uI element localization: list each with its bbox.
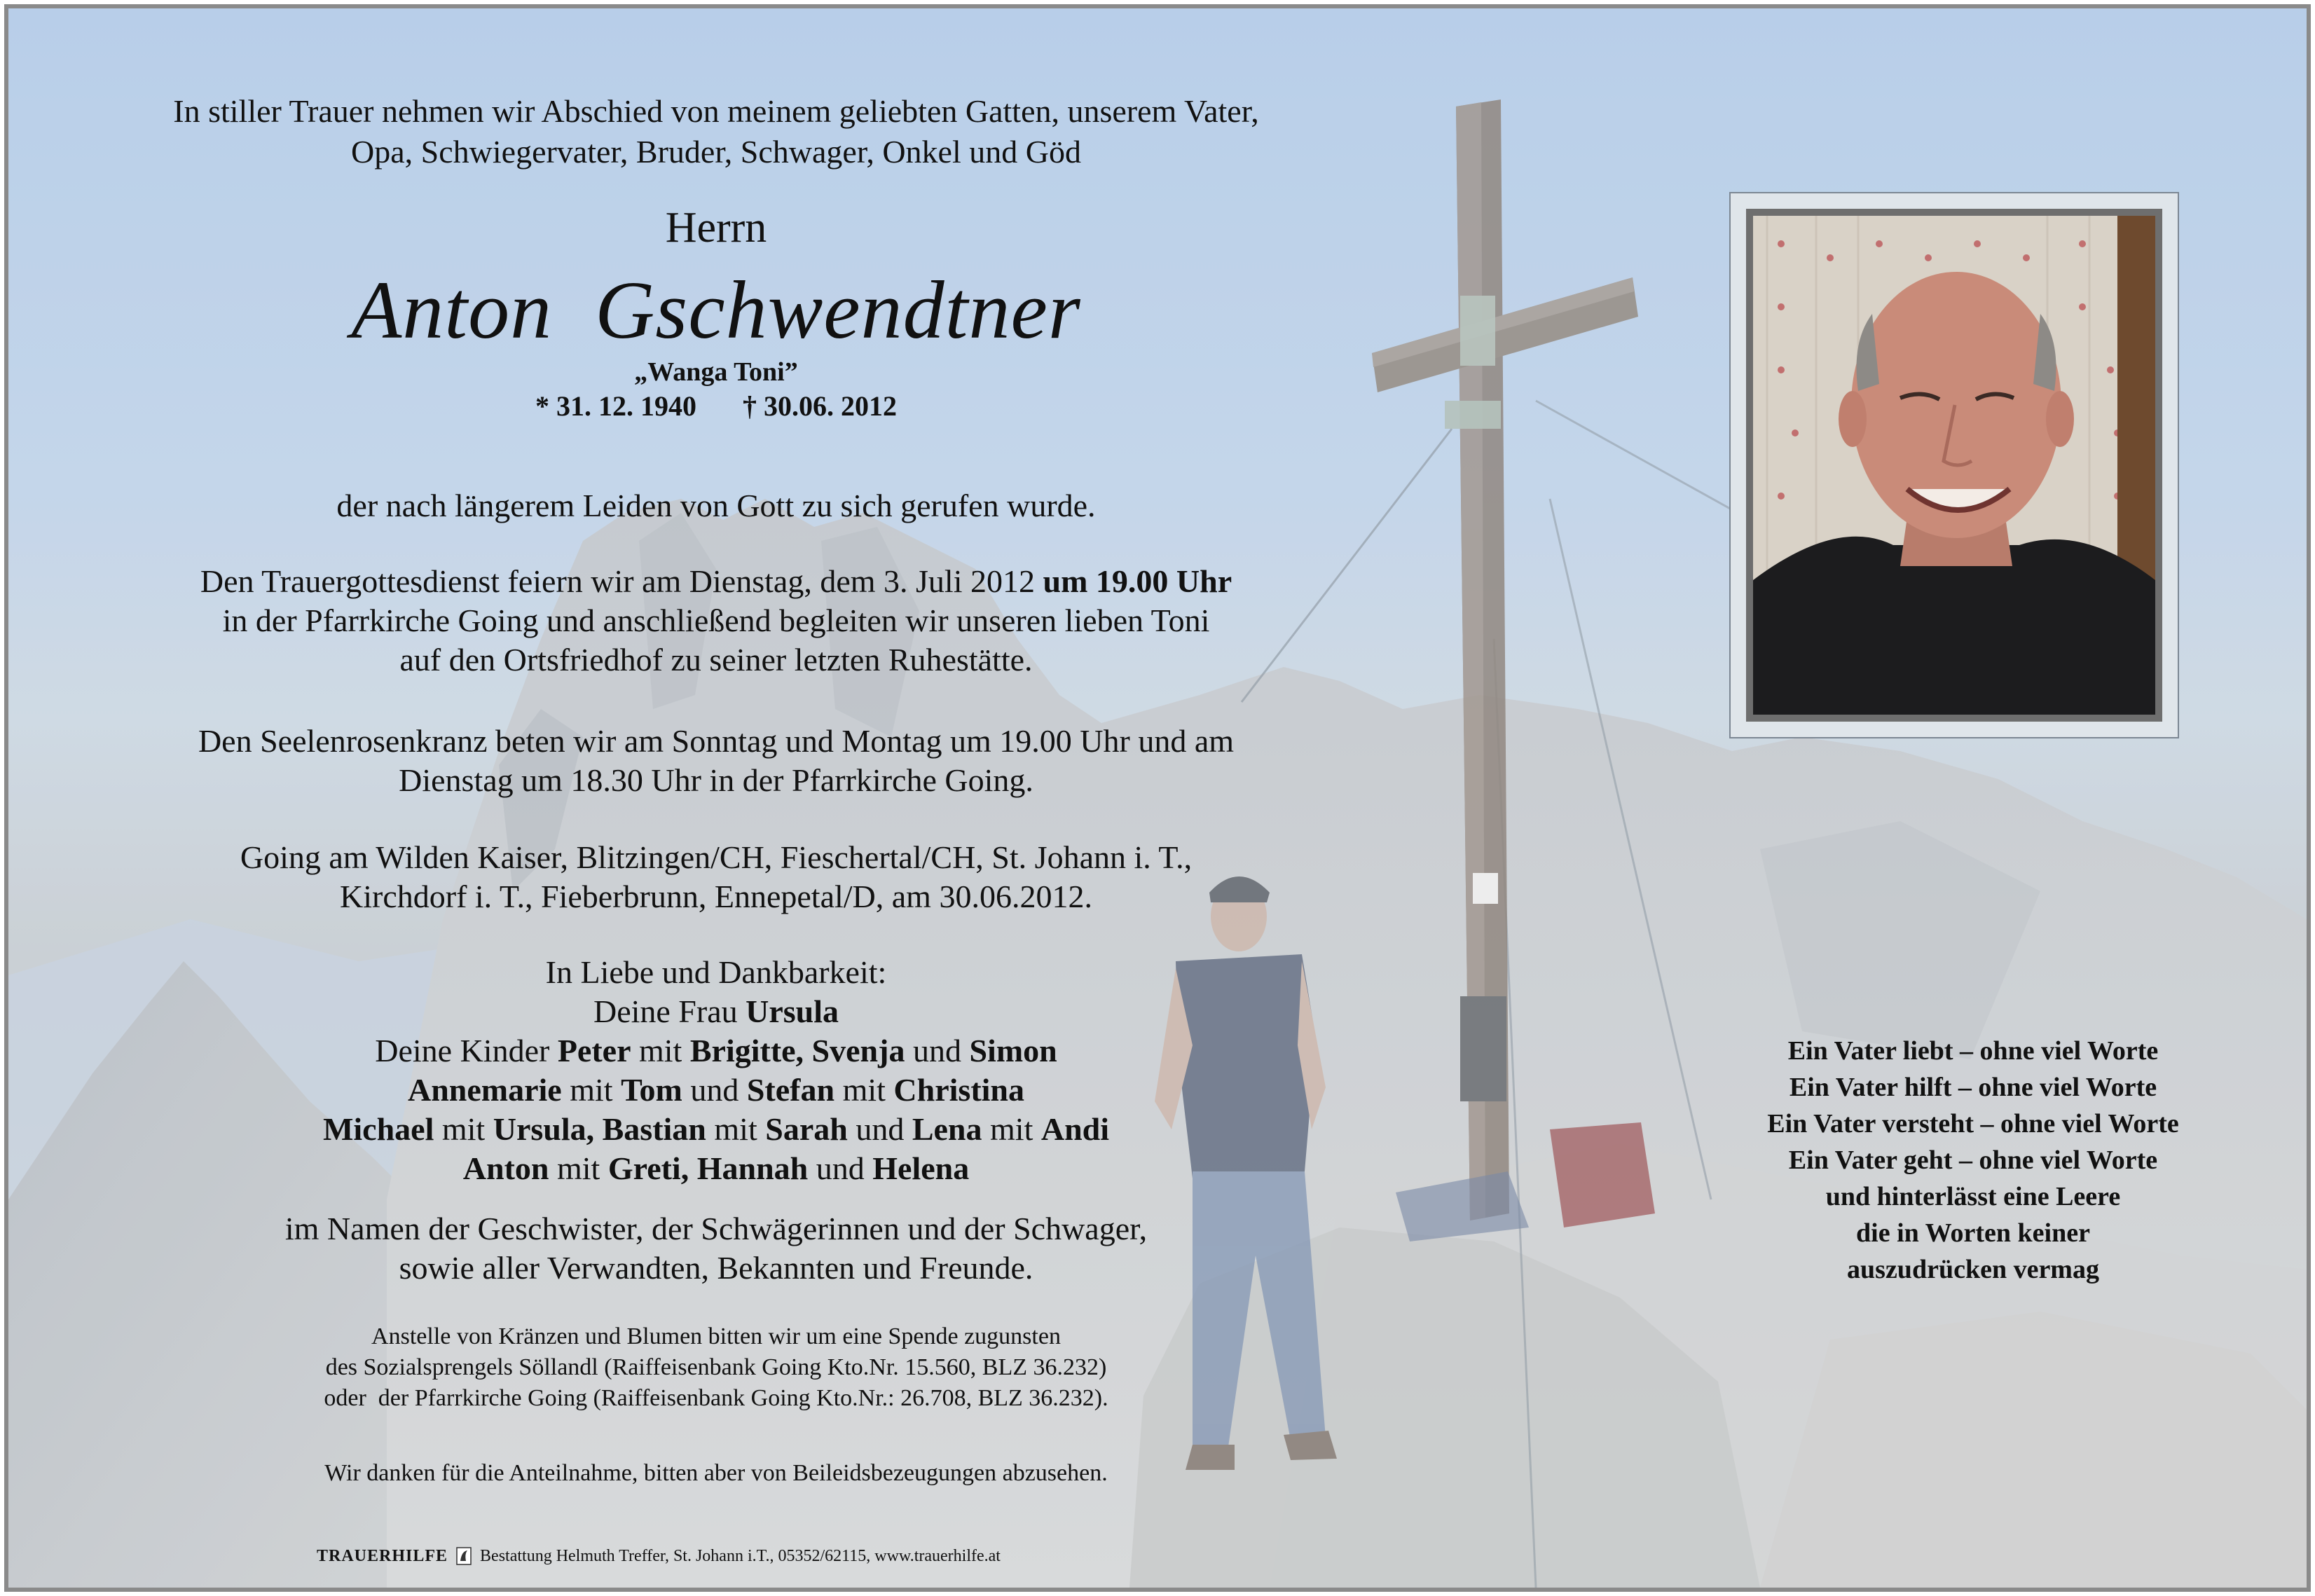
intro-line-1: In stiller Trauer nehmen wir Abschied von meinem geliebten Gatten, unserem Vater, — [173, 93, 1259, 129]
footer-text: Bestattung Helmuth Treffer, St. Johann i.T., 05352/62115, www.trauerhilfe.at — [480, 1547, 1001, 1565]
family-wife-line — [64, 992, 1368, 1031]
kids-prefix: Deine Kinder — [375, 1033, 558, 1068]
child-name: Greti, Hannah — [607, 1150, 809, 1186]
connector: mit — [561, 1072, 621, 1108]
footer — [317, 1547, 1001, 1565]
relatives-line-2: sowie aller Verwandten, Bekannten und Freunde. — [399, 1250, 1033, 1286]
service-line-3: auf den Ortsfriedhof zu seiner letzten Ruhestätte. — [399, 642, 1033, 677]
passing-text: der nach längerem Leiden von Gott zu sich gerufen wurde. — [336, 488, 1096, 523]
donation-line-1: Anstelle von Kränzen und Blumen bitten wir um eine Spende zugunsten — [371, 1323, 1061, 1349]
wife-prefix: Deine Frau — [593, 993, 746, 1029]
child-name: Lena — [912, 1111, 982, 1147]
child-name: Sarah — [765, 1111, 848, 1147]
child-name: Michael — [322, 1111, 434, 1147]
child-name: Helena — [872, 1150, 970, 1186]
donation-line-3: oder der Pfarrkirche Going (Raiffeisenbank Going Kto.Nr.: 26.708, BLZ 36.232). — [324, 1385, 1108, 1411]
rosary-line-1: Den Seelenrosenkranz beten wir am Sonntag und Montag um 19.00 Uhr und am — [198, 723, 1235, 759]
child-name: Stefan — [746, 1072, 835, 1108]
service-line-2: in der Pfarrkirche Going und anschließend begleiten wir unseren lieben Toni — [222, 603, 1210, 638]
relatives-text — [64, 1209, 1368, 1288]
poem-line: die in Worten keiner — [1856, 1218, 2090, 1248]
connector: und — [682, 1072, 747, 1108]
thanks-text: Wir danken für die Anteilnahme, bitten aber von Beileidsbezeugungen abzusehen. — [324, 1460, 1108, 1486]
connector: mit — [982, 1111, 1041, 1147]
places-text — [64, 838, 1368, 916]
family-line-anton — [64, 1149, 1368, 1188]
poem-line: Ein Vater hilft – ohne viel Worte — [1789, 1073, 2157, 1102]
relatives-line-1: im Namen der Geschwister, der Schwägerinnen und der Schwager, — [284, 1211, 1148, 1246]
child-name: Simon — [969, 1033, 1057, 1068]
child-name: Andi — [1040, 1111, 1110, 1147]
child-name: Christina — [893, 1072, 1025, 1108]
poem-line: auszudrücken vermag — [1847, 1255, 2099, 1284]
child-name: Anton — [462, 1150, 549, 1186]
connector: und — [905, 1033, 970, 1068]
family-kids-line — [64, 1031, 1368, 1071]
wife-name: Ursula — [746, 993, 839, 1029]
life-dates — [36, 392, 1396, 420]
deceased-name-text: Anton Gschwendtner — [351, 264, 1081, 356]
child-name: Tom — [621, 1072, 682, 1108]
trauerhilfe-logo-icon — [456, 1547, 472, 1565]
poem-line: Ein Vater geht – ohne viel Worte — [1788, 1146, 2158, 1175]
family-line-annemarie — [64, 1071, 1368, 1110]
page-border — [4, 4, 2311, 1592]
child-name: Ursula, Bastian — [493, 1111, 706, 1147]
child-name: Brigitte, Svenja — [689, 1033, 905, 1068]
places-line-1: Going am Wilden Kaiser, Blitzingen/CH, Fieschertal/CH, St. Johann i. T., — [240, 839, 1193, 875]
poem — [1707, 1033, 2239, 1288]
connector: und — [808, 1150, 873, 1186]
funeral-service-text — [64, 562, 1368, 680]
donation-text — [64, 1321, 1368, 1414]
donation-line-2: des Sozialsprengels Söllandl (Raiffeisenbank Going Kto.Nr. 15.560, BLZ 36.232) — [325, 1354, 1107, 1380]
nickname: „Wanga Toni” — [634, 357, 798, 387]
poem-line: Ein Vater liebt – ohne viel Worte — [1787, 1036, 2159, 1066]
connector: mit — [706, 1111, 766, 1147]
connector: mit — [834, 1072, 894, 1108]
salutation: Herrn — [665, 204, 767, 252]
connector: mit — [434, 1111, 493, 1147]
connector: und — [847, 1111, 912, 1147]
portrait-illustration — [1753, 216, 2155, 715]
deceased-name — [36, 264, 1396, 356]
portrait-photo — [1746, 209, 2162, 722]
child-name: Peter — [557, 1033, 631, 1068]
footer-brand: TRAUERHILFE — [317, 1547, 448, 1565]
service-line-1: Den Trauergottesdienst feiern wir am Dienstag, dem 3. Juli 2012 — [200, 563, 1043, 599]
birth-date: * 31. 12. 1940 — [535, 390, 696, 422]
service-time: um 19.00 Uhr — [1043, 563, 1232, 599]
child-name: Annemarie — [407, 1072, 562, 1108]
portrait-frame — [1729, 192, 2179, 738]
places-line-2: Kirchdorf i. T., Fieberbrunn, Ennepetal/D, am 30.06.2012. — [340, 879, 1092, 914]
family-line-michael — [64, 1110, 1368, 1149]
poem-line: Ein Vater versteht – ohne viel Worte — [1767, 1109, 2179, 1138]
rosary-text — [64, 722, 1368, 800]
family-list — [64, 953, 1368, 1188]
poem-line: und hinterlässt eine Leere — [1825, 1182, 2121, 1211]
intro-text — [36, 91, 1396, 172]
connector: mit — [549, 1150, 608, 1186]
connector: mit — [631, 1033, 690, 1068]
intro-line-2: Opa, Schwiegervater, Bruder, Schwager, Onkel und Göd — [351, 134, 1081, 170]
family-heading: In Liebe und Dankbarkeit: — [545, 954, 887, 990]
death-date: † 30.06. 2012 — [743, 390, 897, 422]
rosary-line-2: Dienstag um 18.30 Uhr in der Pfarrkirche Going. — [399, 762, 1033, 798]
